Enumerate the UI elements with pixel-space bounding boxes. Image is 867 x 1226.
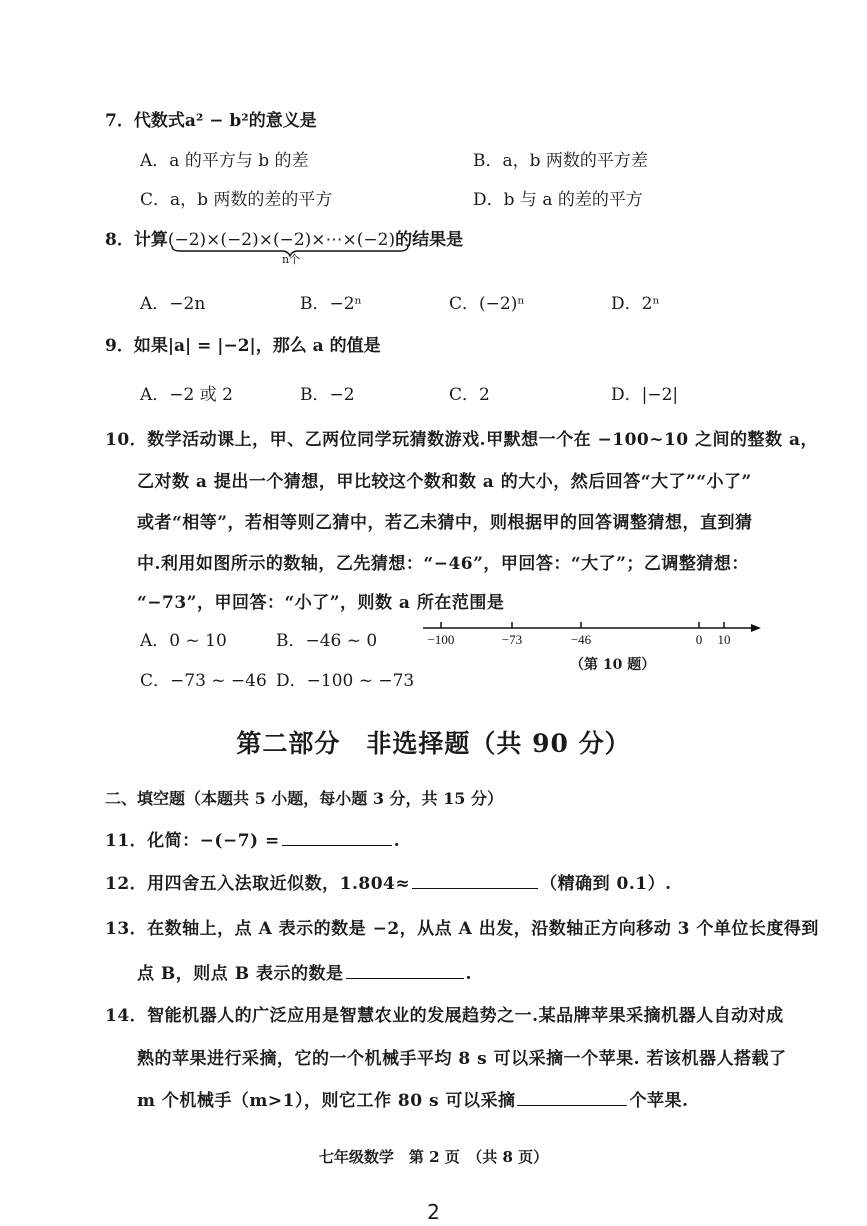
page-footer: 七年级数学 第 2 页 （共 8 页） — [318, 1148, 549, 1166]
q8-brace-label: n个 — [282, 253, 301, 266]
q14-line-2: 熟的苹果进行采摘，它的一个机械手平均 8 s 可以采摘一个苹果. 若该机器人搭载了 — [137, 1049, 787, 1069]
q13-line-1: 13．在数轴上，点 A 表示的数是 −2，从点 A 出发，沿数轴正方向移动 3 个单位长度得到 — [105, 919, 819, 939]
q10-line-1: 10．数学活动课上，甲、乙两位同学玩猜数游戏.甲默想一个在 −100~10 之间的整数 a， — [105, 430, 818, 450]
q12-answer-blank[interactable] — [412, 887, 538, 889]
q10-line-2: 乙对数 a 提出一个猜想，甲比较这个数和数 a 的大小，然后回答“大了”“小了” — [137, 472, 752, 492]
q12-end: （精确到 0.1）. — [540, 874, 672, 894]
q10-number-line — [415, 615, 765, 655]
axis-label-10: 10 — [717, 632, 731, 647]
q7-option-c: C．a，b 两数的差的平方 — [140, 190, 333, 210]
q8-option-b: B．−2ⁿ — [300, 294, 362, 314]
q8-option-d: D．2ⁿ — [611, 294, 660, 314]
q9-option-d: D．|−2| — [611, 385, 679, 405]
q13-end: . — [465, 964, 472, 984]
q8-option-a: A．−2n — [140, 294, 206, 314]
page-number: 2 — [427, 1200, 440, 1224]
q7-option-b: B．a，b 两数的平方差 — [473, 151, 648, 171]
axis-label-neg73: −73 — [501, 632, 523, 647]
q13-line-2 — [137, 959, 472, 984]
q11-text: 11．化简：−(−7) = — [105, 831, 280, 851]
q14-answer-blank[interactable] — [517, 1104, 627, 1106]
q9-option-a: A．−2 或 2 — [140, 385, 233, 405]
q10-line-5: “−73”，甲回答：“小了”，则数 a 所在范围是 — [137, 593, 505, 613]
q11 — [105, 826, 400, 851]
q7-option-a: A．a 的平方与 b 的差 — [140, 151, 309, 171]
q14-line-1: 14．智能机器人的广泛应用是智慧农业的发展趋势之一.某品牌苹果采摘机器人自动对成 — [105, 1006, 784, 1026]
q10-figure-caption: （第 10 题） — [570, 657, 656, 673]
q12-text: 12．用四舍五入法取近似数，1.804≈ — [105, 874, 411, 894]
q9-option-b: B．−2 — [300, 385, 355, 405]
q9-option-c: C．2 — [449, 385, 490, 405]
q8-expression: (−2)×(−2)×(−2)×⋯×(−2) — [167, 230, 396, 250]
q14-line-3 — [137, 1086, 688, 1111]
axis-label-neg100: −100 — [427, 632, 455, 647]
q8-prefix: 8．计算 — [105, 230, 168, 250]
q10-option-a: A．0 ~ 10 — [140, 631, 227, 651]
q11-answer-blank[interactable] — [282, 844, 392, 846]
q14-text: m 个机械手（m>1），则它工作 80 s 可以采摘 — [137, 1091, 516, 1111]
q10-option-d: D．−100 ~ −73 — [276, 671, 415, 691]
section2-header: 二、填空题（本题共 5 小题，每小题 3 分，共 15 分） — [105, 789, 503, 808]
part2-title: 第二部分 非选择题（共 90 分） — [236, 729, 631, 758]
axis-label-neg46: −46 — [570, 632, 592, 647]
q8-option-c: C．(−2)ⁿ — [449, 294, 525, 314]
q9-stem: 9．如果|a| = |−2|，那么 a 的值是 — [105, 336, 381, 356]
q10-option-c: C．−73 ~ −46 — [140, 671, 267, 691]
q10-line-3: 或者“相等”，若相等则乙猜中，若乙未猜中，则根据甲的回答调整猜想，直到猜 — [137, 513, 753, 533]
q11-end: . — [393, 831, 401, 851]
q13-answer-blank[interactable] — [346, 977, 464, 979]
q12 — [105, 869, 672, 894]
q14-end: 个苹果. — [629, 1091, 689, 1111]
q8-suffix: 的结果是 — [395, 230, 464, 250]
q13-text: 点 B，则点 B 表示的数是 — [137, 964, 344, 984]
axis-label-0: 0 — [695, 632, 703, 647]
q7-option-d: D．b 与 a 的差的平方 — [473, 190, 643, 210]
q7-stem: 7．代数式a² − b²的意义是 — [105, 111, 317, 131]
q10-line-4: 中.利用如图所示的数轴，乙先猜想：“−46”，甲回答：“大了”；乙调整猜想： — [137, 554, 749, 574]
q10-option-b: B．−46 ~ 0 — [276, 631, 378, 651]
